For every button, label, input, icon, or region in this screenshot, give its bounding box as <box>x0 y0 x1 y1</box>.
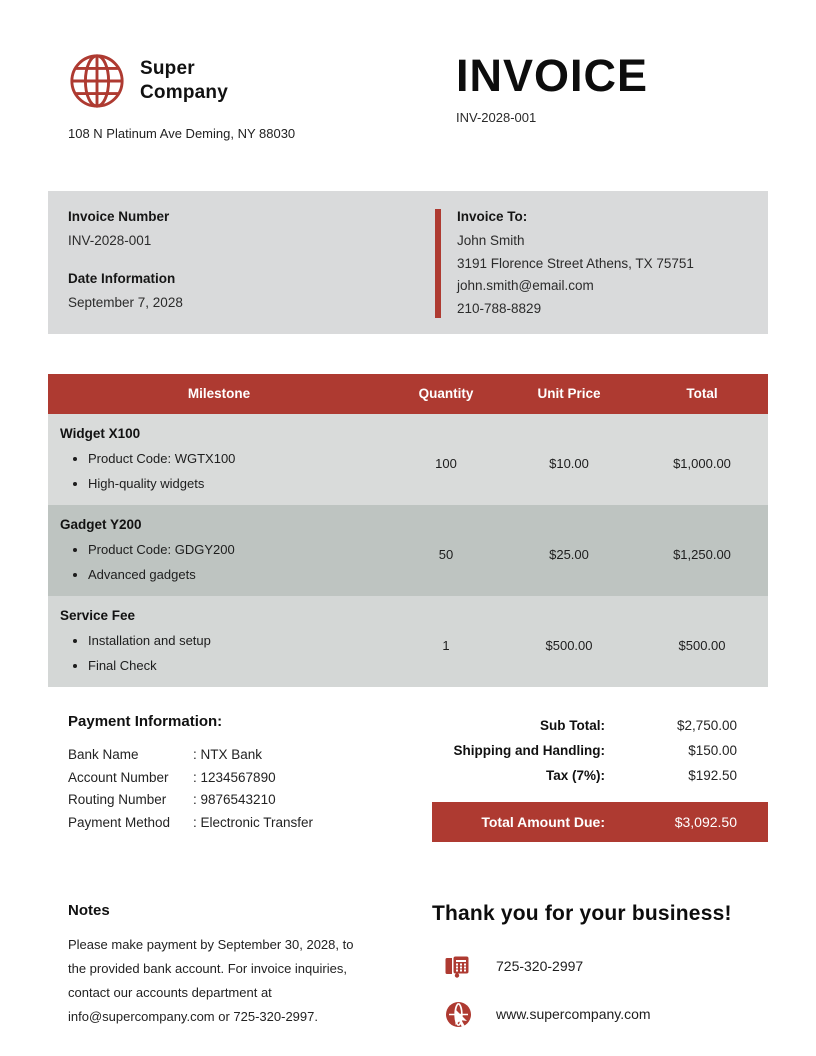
shipping-value: $150.00 <box>688 743 737 758</box>
item-total: $1,000.00 <box>673 456 731 471</box>
item-unit-price: $10.00 <box>549 456 589 471</box>
payment-information <box>48 713 418 842</box>
item-title: Gadget Y200 <box>60 517 142 532</box>
item-unit-price: $500.00 <box>545 638 593 653</box>
website-globe-icon <box>444 1000 472 1028</box>
subtotal-label: Sub Total: <box>540 718 605 733</box>
thank-you-section <box>432 902 768 1029</box>
payment-field-label: Routing Number <box>68 792 167 807</box>
shipping-row <box>432 738 768 763</box>
date-label: Date Information <box>68 271 176 286</box>
payment-field-value: : NTX Bank <box>193 747 263 762</box>
item-unit-price: $25.00 <box>549 547 589 562</box>
bill-to-address: 3191 Florence Street Athens, TX 75751 <box>457 255 694 271</box>
tax-label: Tax (7%): <box>545 768 605 783</box>
payment-field-label: Bank Name <box>68 747 139 762</box>
total-amount-due-bar <box>432 802 768 842</box>
item-detail: • Product Code: WGTX100 <box>88 451 390 466</box>
item-detail: • Installation and setup <box>88 633 390 648</box>
invoice-title-block <box>456 52 768 125</box>
payment-heading: Payment Information: <box>68 713 223 730</box>
globe-icon <box>68 52 126 110</box>
payment-field <box>68 789 418 812</box>
item-quantity: 1 <box>442 638 450 653</box>
bill-to-phone: 210-788-8829 <box>457 300 542 316</box>
item-title: Widget X100 <box>60 426 141 441</box>
payment-field <box>68 812 418 835</box>
item-total: $500.00 <box>678 638 726 653</box>
footer-website: www.supercompany.com <box>496 1006 651 1022</box>
tax-row <box>432 763 768 788</box>
company-brand <box>48 52 295 141</box>
bill-to-email: john.smith@email.com <box>457 278 594 293</box>
company-name: Super Company <box>140 58 228 103</box>
total-due-label: Total Amount Due: <box>481 814 605 830</box>
table-row <box>48 414 768 505</box>
column-header-total: Total <box>686 386 718 401</box>
contact-website-row <box>432 1000 768 1028</box>
payment-field-value: : 1234567890 <box>193 769 276 785</box>
table-row <box>48 505 768 596</box>
notes-heading: Notes <box>68 902 110 919</box>
shipping-label: Shipping and Handling: <box>453 743 605 758</box>
payment-field <box>68 767 418 790</box>
column-header-unit-price: Unit Price <box>537 386 601 401</box>
payment-field-label: Account Number <box>68 769 169 785</box>
column-header-milestone: Milestone <box>187 386 251 401</box>
invoice-title: INVOICE <box>456 50 649 101</box>
bill-to-name: John Smith <box>457 233 525 248</box>
header <box>48 52 768 141</box>
notes-section <box>48 902 378 1029</box>
total-due-value: $3,092.50 <box>674 814 737 830</box>
item-quantity: 50 <box>438 547 454 562</box>
date-value: September 7, 2028 <box>68 295 183 310</box>
column-header-quantity: Quantity <box>418 386 474 401</box>
payment-field-label: Payment Method <box>68 814 171 830</box>
invoice-number-value: INV-2028-001 <box>68 233 152 248</box>
item-quantity: 100 <box>435 456 457 471</box>
invoice-meta-panel <box>48 191 768 334</box>
thank-you-message: Thank you for your business! <box>432 902 732 925</box>
footer-phone: 725-320-2997 <box>496 958 584 974</box>
totals-summary <box>432 713 768 842</box>
tax-value: $192.50 <box>688 768 737 783</box>
bill-to-block <box>435 209 768 318</box>
payment-field <box>68 744 418 767</box>
payment-field-value: : Electronic Transfer <box>193 814 314 830</box>
invoice-number: INV-2028-001 <box>456 110 537 125</box>
invoice-number-label: Invoice Number <box>68 209 170 224</box>
subtotal-row <box>432 713 768 738</box>
item-title: Service Fee <box>60 608 136 623</box>
item-detail: • High-quality widgets <box>88 476 390 491</box>
bill-to-label: Invoice To: <box>457 209 528 224</box>
item-detail: • Product Code: GDGY200 <box>88 542 390 557</box>
contact-phone-row <box>432 952 768 980</box>
items-table-header <box>48 374 768 414</box>
item-detail: • Final Check <box>88 658 390 673</box>
table-row <box>48 596 768 687</box>
company-address: 108 N Platinum Ave Deming, NY 88030 <box>68 126 296 141</box>
subtotal-value: $2,750.00 <box>676 718 737 733</box>
phone-icon <box>444 952 472 980</box>
notes-body: Please make payment by September 30, 2028, to the provided bank account. For invoice inquiries, contact our accounts department at info@supercompany.com or 725-320-2997. <box>68 937 354 1024</box>
item-detail: • Advanced gadgets <box>88 567 390 582</box>
item-total: $1,250.00 <box>673 547 731 562</box>
payment-field-value: : 9876543210 <box>193 792 276 807</box>
items-table <box>48 374 768 687</box>
